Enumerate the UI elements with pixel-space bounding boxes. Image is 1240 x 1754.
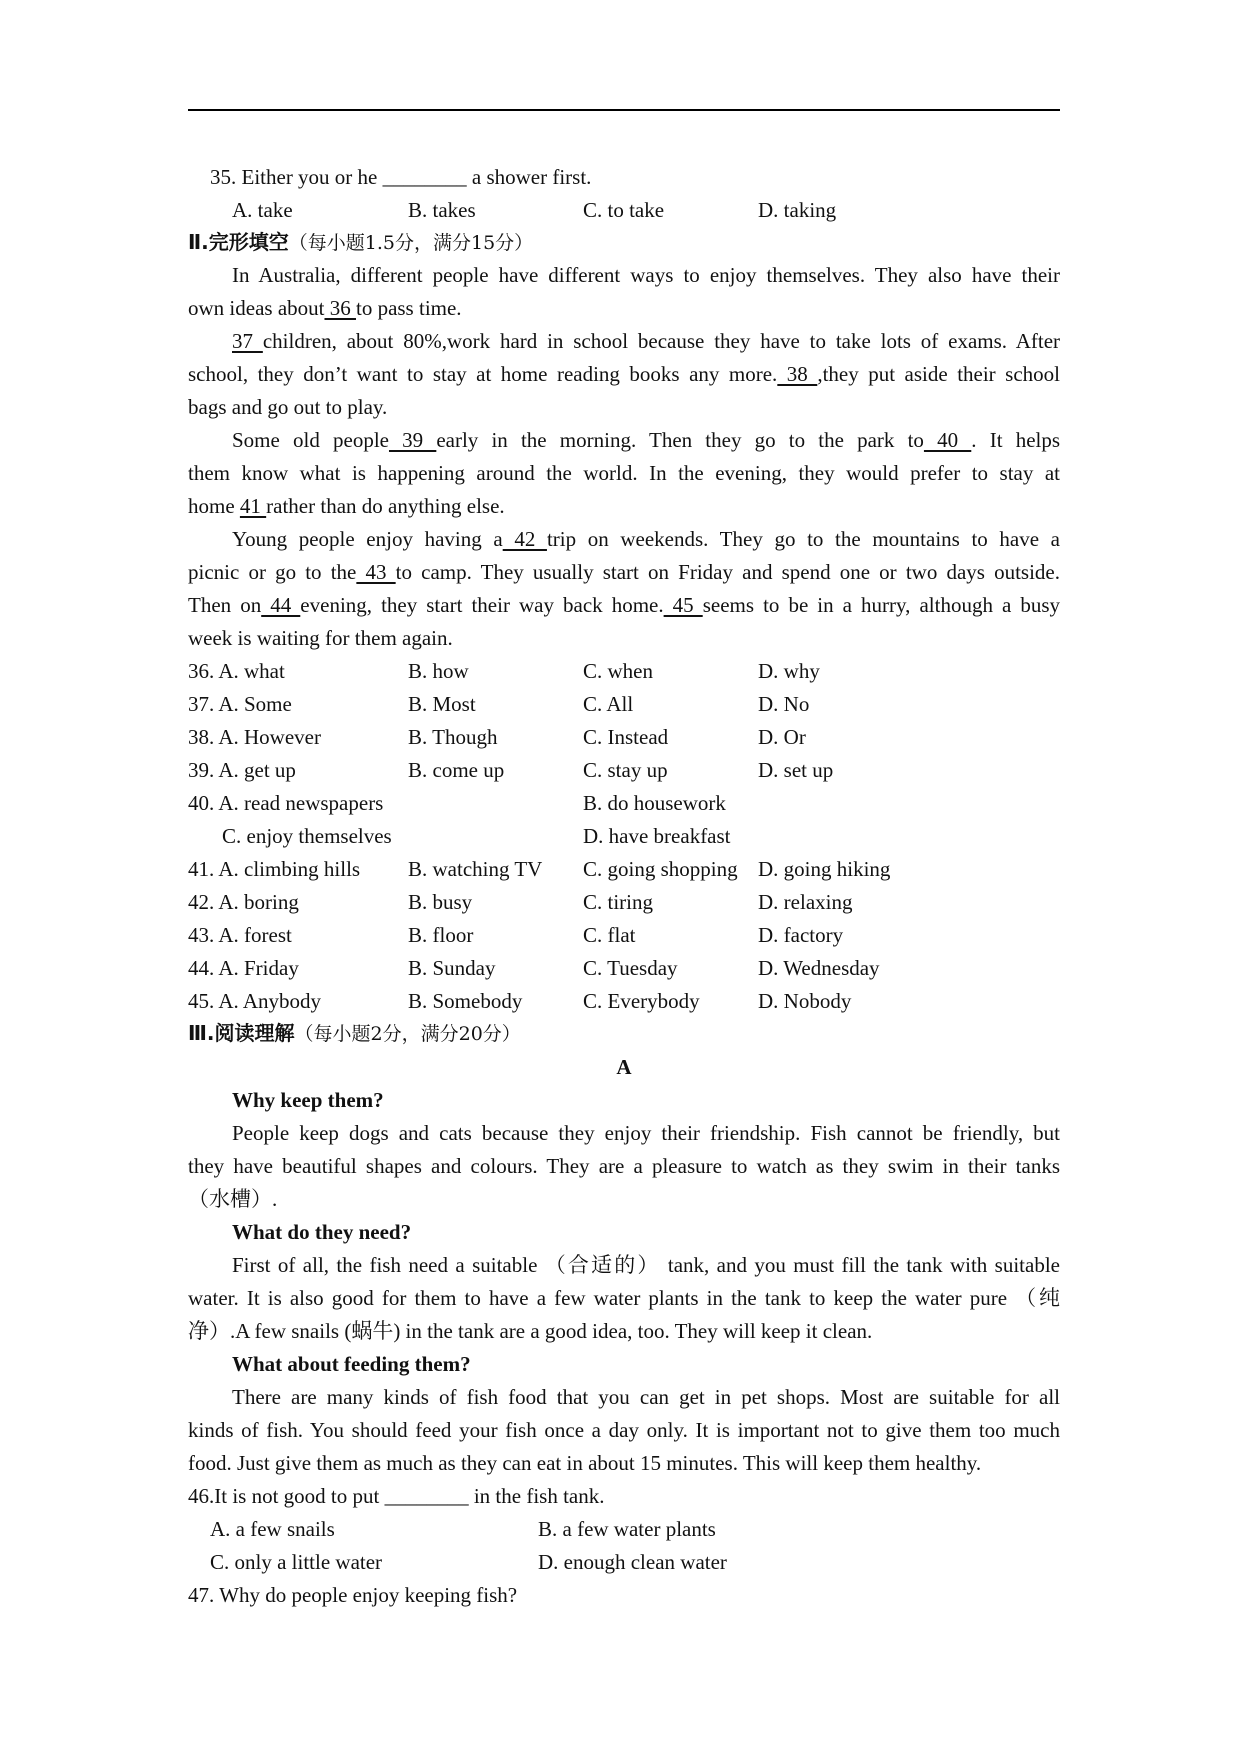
option-c: C. when xyxy=(583,659,653,683)
option-c: C. Instead xyxy=(583,725,669,749)
passage-p1-line2 xyxy=(188,292,1060,325)
option-d: D. relaxing xyxy=(758,890,853,914)
section-3-title: Ⅲ.阅读理解 xyxy=(188,1021,295,1045)
blank-43: 43 xyxy=(356,560,396,584)
passage-p4-line3 xyxy=(188,589,1060,622)
text: seems to be in a hurry, although a busy xyxy=(702,593,1061,617)
option-b: B. Most xyxy=(408,692,476,716)
passage-p3-line3 xyxy=(188,490,1060,523)
blank-39: 39 xyxy=(388,428,437,452)
section-2-heading xyxy=(188,226,1060,259)
option-a: A. a few snails xyxy=(210,1517,335,1541)
text: Young people enjoy having a xyxy=(232,527,503,551)
option-d: D. enough clean water xyxy=(538,1550,727,1574)
options-40-row1 xyxy=(188,787,1060,820)
options-44 xyxy=(188,952,1060,985)
reading-p1-line1: People keep dogs and cats because they enjoy their friendship. Fish cannot be friendly, but xyxy=(232,1121,1060,1145)
text: early in the morning. Then they go to the park to xyxy=(436,428,924,452)
options-42 xyxy=(188,886,1060,919)
question-35-stem: 35. Either you or he ________ a shower first. xyxy=(210,165,592,189)
option-a: 44. A. Friday xyxy=(188,956,299,980)
option-a: 42. A. boring xyxy=(188,890,299,914)
option-c: C. Tuesday xyxy=(583,956,678,980)
option-d: D. Wednesday xyxy=(758,956,880,980)
option-d: D. Nobody xyxy=(758,989,852,1013)
text: school, they don’t want to stay at home reading books any more. xyxy=(188,362,778,386)
blank-37: 37 xyxy=(232,329,263,353)
text: . It helps xyxy=(971,428,1061,452)
option-b: B. busy xyxy=(408,890,473,914)
question-46-options-row1 xyxy=(188,1513,1060,1546)
question-46-stem: 46.It is not good to put ________ in the fish tank. xyxy=(188,1484,605,1508)
section-2-note: （每小题1.5分，满分15分） xyxy=(288,232,534,254)
question-47-stem: 47. Why do people enjoy keeping fish? xyxy=(188,1583,518,1607)
option-c: C. enjoy themselves xyxy=(222,824,392,848)
option-a: 43. A. forest xyxy=(188,923,292,947)
option-c: C. stay up xyxy=(583,758,668,782)
blank-36: 36 xyxy=(324,296,356,320)
passage-p4-line4: week is waiting for them again. xyxy=(188,626,453,650)
header-rule xyxy=(188,109,1060,111)
option-a: 39. A. get up xyxy=(188,758,296,782)
blank-45: 45 xyxy=(663,593,703,617)
options-37 xyxy=(188,688,1060,721)
option-c: C. Everybody xyxy=(583,989,700,1013)
option-c: C. going shopping xyxy=(583,857,738,881)
text: home xyxy=(188,494,240,518)
option-d: D. taking xyxy=(758,198,837,222)
option-b: B. watching TV xyxy=(408,857,543,881)
option-c: C. All xyxy=(583,692,634,716)
reading-heading-2: What do they need? xyxy=(232,1220,412,1244)
reading-p1-line3: （水槽）. xyxy=(188,1187,278,1211)
option-b: B. how xyxy=(408,659,469,683)
option-b: B. a few water plants xyxy=(538,1517,716,1541)
option-d: D. why xyxy=(758,659,820,683)
reading-p3-line2: kinds of fish. You should feed your fish once a day only. It is important not to give them too much xyxy=(188,1418,1060,1442)
option-b: B. Sunday xyxy=(408,956,496,980)
section-3-note: （每小题2分，满分20分） xyxy=(294,1023,521,1045)
passage-p4-line2 xyxy=(188,556,1060,589)
text: ,they put aside their school xyxy=(817,362,1061,386)
blank-40: 40 xyxy=(923,428,972,452)
options-38 xyxy=(188,721,1060,754)
passage-p4-line1 xyxy=(188,523,1060,556)
option-d: D. Or xyxy=(758,725,806,749)
reading-p2-line2: water. It is also good for them to have a few water plants in the tank to keep the water pure （纯 xyxy=(188,1286,1060,1310)
options-45 xyxy=(188,985,1060,1018)
text: rather than do anything else. xyxy=(266,494,505,518)
reading-p1-line2: they have beautiful shapes and colours. They are a pleasure to watch as they swim in their tanks xyxy=(188,1154,1060,1178)
option-a: 36. A. what xyxy=(188,659,285,683)
question-46-options-row2 xyxy=(188,1546,1060,1579)
text: trip on weekends. They go to the mountains to have a xyxy=(546,527,1061,551)
options-43 xyxy=(188,919,1060,952)
blank-41: 41 xyxy=(239,494,267,518)
passage-p3-line2: them know what is happening around the world. In the evening, they would prefer to stay at xyxy=(188,461,1060,485)
section-3-heading xyxy=(188,1017,1060,1050)
option-a: 41. A. climbing hills xyxy=(188,857,361,881)
text: Then on xyxy=(188,593,262,617)
passage-p3-line1 xyxy=(188,424,1060,457)
blank-38: 38 xyxy=(777,362,818,386)
section-2-title: Ⅱ.完形填空 xyxy=(188,230,289,254)
option-c: C. flat xyxy=(583,923,636,947)
options-39 xyxy=(188,754,1060,787)
passage-p1-line1: In Australia, different people have different ways to enjoy themselves. They also have their xyxy=(232,263,1060,287)
reading-p2-line1: First of all, the fish need a suitable （合适的） tank, and you must fill the tank with suitable xyxy=(232,1253,1060,1277)
option-d: D. set up xyxy=(758,758,834,782)
option-b: B. floor xyxy=(408,923,474,947)
reading-heading-3: What about feeding them? xyxy=(232,1352,471,1376)
passage-p2-line3: bags and go out to play. xyxy=(188,395,388,419)
option-b: B. Though xyxy=(408,725,498,749)
question-35-options xyxy=(188,194,1060,227)
blank-42: 42 xyxy=(502,527,547,551)
options-41 xyxy=(188,853,1060,886)
option-b: B. come up xyxy=(408,758,505,782)
blank-44: 44 xyxy=(261,593,301,617)
option-d: D. factory xyxy=(758,923,844,947)
passage-p2-line1 xyxy=(188,325,1060,358)
text: to camp. They usually start on Friday and spend one or two days outside. xyxy=(395,560,1061,584)
option-a: 40. A. read newspapers xyxy=(188,791,384,815)
text: own ideas about xyxy=(188,296,325,320)
option-d: D. going hiking xyxy=(758,857,891,881)
option-c: C. tiring xyxy=(583,890,654,914)
option-b: B. takes xyxy=(408,198,476,222)
text: children, about 80%,work hard in school because they have to take lots of exams. After xyxy=(262,329,1061,353)
option-b: B. Somebody xyxy=(408,989,523,1013)
text: to pass time. xyxy=(355,296,462,320)
option-a: 45. A. Anybody xyxy=(188,989,322,1013)
option-d: D. have breakfast xyxy=(583,824,731,848)
reading-p3-line3: food. Just give them as much as they can eat in about 15 minutes. This will keep them healthy. xyxy=(188,1451,982,1475)
passage-p2-line2 xyxy=(188,358,1060,391)
options-36 xyxy=(188,655,1060,688)
option-c: C. to take xyxy=(583,198,665,222)
reading-heading-1: Why keep them? xyxy=(232,1088,384,1112)
option-c: C. only a little water xyxy=(210,1550,383,1574)
text: evening, they start their way back home. xyxy=(300,593,664,617)
text: Some old people xyxy=(232,428,389,452)
option-a: A. take xyxy=(232,198,293,222)
options-40-row2 xyxy=(188,820,1060,853)
option-b: B. do housework xyxy=(583,791,726,815)
option-d: D. No xyxy=(758,692,810,716)
option-a: 38. A. However xyxy=(188,725,321,749)
reading-a-label: A xyxy=(616,1055,632,1079)
option-a: 37. A. Some xyxy=(188,692,292,716)
text: picnic or go to the xyxy=(188,560,357,584)
reading-p3-line1: There are many kinds of fish food that you can get in pet shops. Most are suitable for all xyxy=(232,1385,1060,1409)
reading-p2-line3: 净）.A few snails (蜗牛) in the tank are a good idea, too. They will keep it clean. xyxy=(188,1319,873,1343)
